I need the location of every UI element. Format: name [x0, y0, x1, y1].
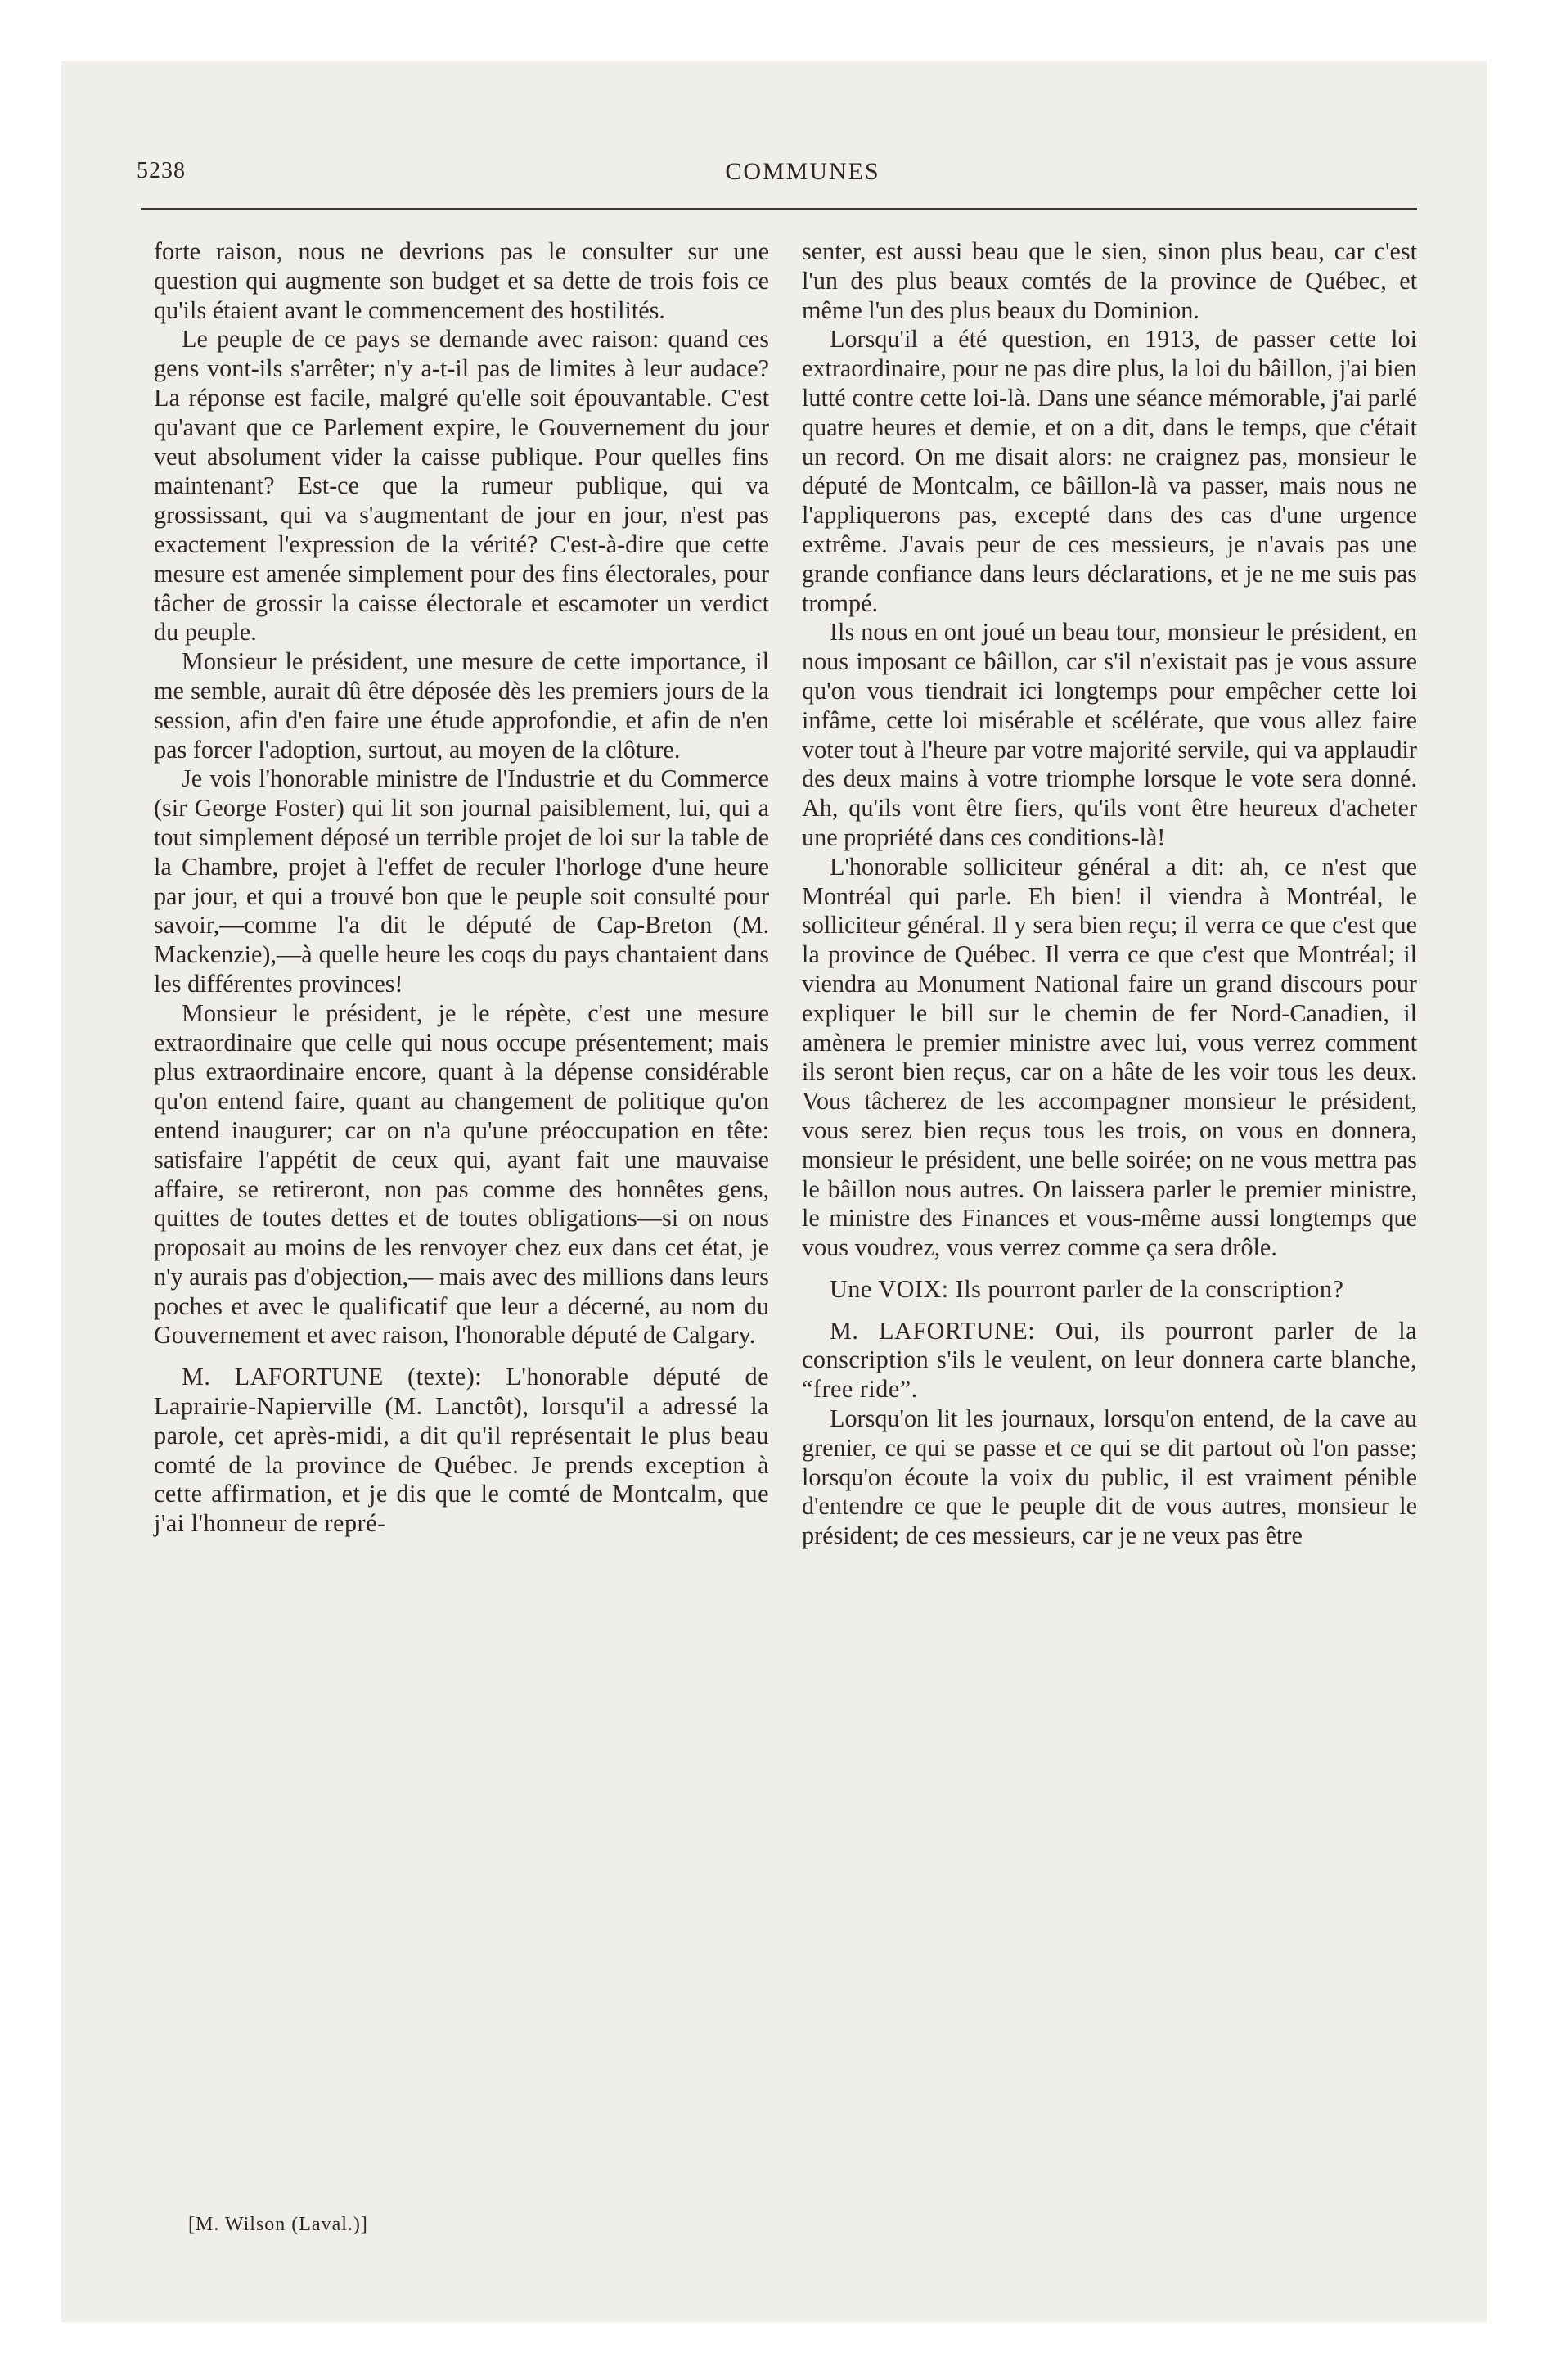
footer-speaker-note: [M. Wilson (Laval.)] — [188, 2214, 368, 2235]
left-column — [154, 237, 769, 1539]
header-rule — [141, 208, 1417, 210]
paragraph: Le peuple de ce pays se demande avec raison: quand ces gens vont-ils s'arrêter; n'y a-t-il pas de limites à leur audace? La réponse est facile, malgré qu'elle soit épouvantable. C'est qu'avant que ce Parlement expire, le Gouvernement du jour veut absolument vider la caisse publique. Pour quelles fins maintenant? Est-ce que la rumeur publique, qui va grossissant, qui va s'augmentant de jour en jour, n'est pas exactement l'expression de la vérité? C'est-à-dire que cette mesure est amenée simplement pour des fins électorales, pour tâcher de grossir la caisse électorale et escamoter un verdict du peuple. — [154, 325, 769, 647]
page-number: 5238 — [137, 158, 186, 183]
paragraph: forte raison, nous ne devrions pas le consulter sur une question qui augmente son budget et sa dette de trois fois ce qu'ils étaient avant le commencement des hostilités. — [154, 237, 769, 324]
speaker-paragraph: M. LAFORTUNE (texte): L'honorable député de Laprairie-Napierville (M. Lanctôt), lorsqu'il a adressé la parole, cet après-midi, a dit qu'il représentait le plus beau comté de la province de Québec. Je prends exception à cette affirmation, et je dis que le comté de Montcalm, que j'ai l'honneur de repré- — [154, 1363, 769, 1538]
right-column — [802, 237, 1417, 1551]
paragraph: Je vois l'honorable ministre de l'Industrie et du Commerce (sir George Foster) qui lit son journal paisiblement, lui, qui a tout simplement déposé un terrible projet de loi sur la table de la Chambre, projet à l'effet de reculer l'horloge d'une heure par jour, et qui a trouvé bon que le peuple soit consulté pour savoir,—comme l'a dit le député de Cap-Breton (M. Mackenzie),—à quelle heure les coqs du pays chantaient dans les différentes provinces! — [154, 764, 769, 998]
speaker-paragraph: Une VOIX: Ils pourront parler de la conscription? — [830, 1274, 1344, 1303]
paragraph: Ils nous en ont joué un beau tour, monsieur le président, en nous imposant ce bâillon, car s'il n'existait pas je vous assure qu'on vous tiendrait ici longtemps pour empêcher cette loi infâme, cette loi misérable et scélérate, que vous allez faire voter tout à l'heure par votre majorité servile, qui va applaudir des deux mains à votre triomphe lorsque le vote sera donné. Ah, qu'ils vont être fiers, qu'ils vont être heureux d'acheter une propriété dans ces conditions-là! — [802, 618, 1417, 851]
paragraph: Monsieur le président, je le répète, c'est une mesure extraordinaire que celle qui nous occupe présentement; mais plus extraordinaire encore, quant à la dépense considérable qu'on entend faire, quant au changement de politique qu'on entend inaugurer; car on n'a qu'une préoccupation en tête: satisfaire l'appétit de ceux qui, ayant fait une mauvaise affaire, se retireront, non pas comme des honnêtes gens, quittes de toutes dettes et de toutes obligations—si on nous proposait au moins de les renvoyer chez eux dans cet état, je n'y aurais pas d'objection,— mais avec des millions dans leurs poches et avec le qualificatif que leur a décerné, au nom du Gouvernement et avec raison, l'honorable député de Calgary. — [154, 998, 769, 1350]
running-head: COMMUNES — [725, 158, 880, 185]
paragraph: L'honorable solliciteur général a dit: ah, ce n'est que Montréal qui parle. Eh bien! il viendra à Montréal, le solliciteur général. Il y sera bien reçu; il verra ce que c'est que la province de Québec. Il verra ce que c'est que Montréal; il viendra au Monument National faire un grand discours pour expliquer le bill sur le chemin de fer Nord-Canadien, il amènera le premier ministre avec lui, vous verrez comment ils seront bien reçus, car on a hâte de les voir tous les deux. Vous tâcherez de les accompagner monsieur le président, vous serez bien reçus tous les trois, on vous en donnera, monsieur le président, une belle soirée; on ne vous mettra pas le bâillon nous autres. On laissera parler le premier ministre, le ministre des Finances et vous-même aussi longtemps que vous voudrez, vous verrez comme ça sera drôle. — [802, 852, 1417, 1262]
speaker-paragraph: M. LAFORTUNE: Oui, ils pourront parler de la conscription s'ils le veulent, on leur donnera carte blanche, “free ride”. — [802, 1316, 1417, 1404]
paragraph: senter, est aussi beau que le sien, sinon plus beau, car c'est l'un des plus beaux comtés de la province de Québec, et même l'un des plus beaux du Dominion. — [802, 237, 1417, 324]
paragraph: Lorsqu'on lit les journaux, lorsqu'on entend, de la cave au grenier, ce qui se passe et ce qui se dit partout où l'on passe; lorsqu'on écoute la voix du public, il est vraiment pénible d'entendre ce que le peuple dit de vous autres, monsieur le président; de ces messieurs, car je ne veux pas être — [802, 1404, 1417, 1550]
page-header — [137, 158, 1469, 191]
paragraph: Monsieur le président, une mesure de cette importance, il me semble, aurait dû être déposée dès les premiers jours de la session, afin d'en faire une étude approfondie, et afin de n'en pas forcer l'adoption, surtout, au moyen de la clôture. — [154, 647, 769, 764]
paragraph: Lorsqu'il a été question, en 1913, de passer cette loi extraordinaire, pour ne pas dire plus, la loi du bâillon, j'ai bien lutté contre cette loi-là. Dans une séance mémorable, j'ai parlé quatre heures et demie, et on a dit, dans le temps, que c'était un record. On me disait alors: ne craignez pas, monsieur le député de Montcalm, ce bâillon-là va passer, mais nous ne l'appliquerons pas, excepté dans des cas d'une urgence extrême. J'avais peur de ces messieurs, je n'avais pas une grande confiance dans leurs déclarations, et je ne me suis pas trompé. — [802, 325, 1417, 617]
